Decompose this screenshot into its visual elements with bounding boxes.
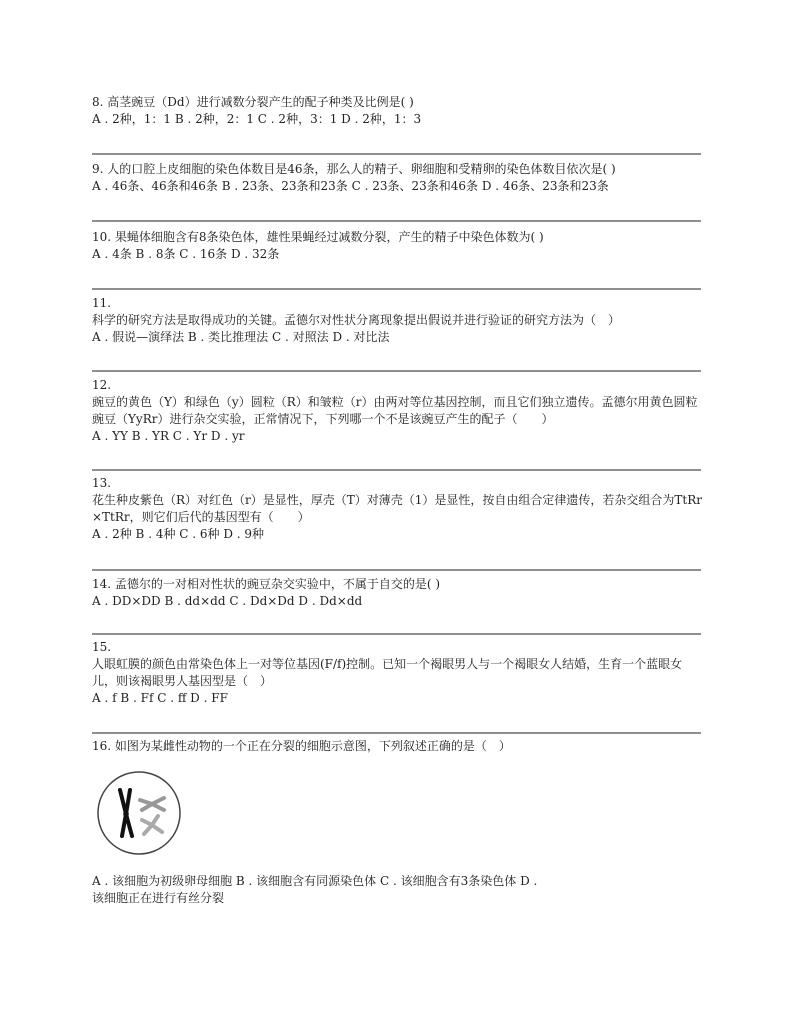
cell-division-diagram (96, 770, 182, 856)
divider (92, 220, 701, 222)
divider (92, 569, 701, 571)
question-13 (92, 475, 704, 543)
question-text: 16. 如图为某雌性动物的一个正在分裂的细胞示意图，下列叙述正确的是（ ） (92, 739, 511, 753)
question-options: A . 假说—演绎法 B . 类比推理法 C . 对照法 D . 对比法 (92, 330, 390, 344)
question-options: A . 该细胞为初级卵母细胞 B . 该细胞含有同源染色体 C . 该细胞含有3条染色体 D . 该细胞正在进行有丝分裂 (92, 874, 538, 905)
divider (92, 469, 701, 471)
question-text: 15. 人眼虹膜的颜色由常染色体上一对等位基因(F/f)控制。已知一个褐眼男人与一个褐眼女人结婚，生育一个蓝眼女儿，则该褐眼男人基因型是（ ） (92, 640, 683, 688)
question-text: 8. 高茎豌豆（Dd）进行减数分裂产生的配子种类及比例是( ) (92, 95, 414, 109)
question-9 (92, 161, 704, 195)
centromere (123, 811, 129, 817)
question-options: A . DD×DD B . dd×dd C . Dd×Dd D . Dd×dd (92, 594, 363, 608)
divider (92, 633, 701, 635)
question-options: A . 2种，1：1 B . 2种，2：1 C . 2种，3：1 D . 2种，1：3 (92, 112, 422, 126)
divider (92, 288, 701, 290)
question-8 (92, 94, 704, 128)
question-14 (92, 576, 704, 610)
question-text: 13. 花生种皮紫色（R）对红色（r）是显性，厚壳（T）对薄壳（1）是显性，按自由组合定律遗传，若杂交组合为TtRr×TtRr，则它们后代的基因型有（ ） (92, 476, 703, 524)
question-16 (92, 738, 704, 755)
question-options: A . 4条 B . 8条 C . 16条 D . 32条 (92, 247, 280, 261)
question-text: 14. 孟德尔的一对相对性状的豌豆杂交实验中，不属于自交的是( ) (92, 577, 441, 591)
question-text: 10. 果蝇体细胞含有8条染色体，雄性果蝇经过减数分裂，产生的精子中染色体数为( ) (92, 230, 544, 244)
chromosome-light-lower (142, 816, 162, 834)
divider (92, 153, 701, 155)
question-options: A . f B . Ff C . ff D . FF (92, 691, 228, 705)
question-text: 12. 豌豆的黄色（Y）和绿色（y）圆粒（R）和皱粒（r）由两对等位基因控制，而且它们独立遗传。孟德尔用黄色圆粒豌豆（YyRr）进行杂交实验，正常情况下，下列哪一个不是该豌豆产生的配子（ ） (92, 378, 698, 426)
chromosome-light-upper (140, 798, 164, 810)
question-10 (92, 229, 704, 263)
question-15 (92, 639, 704, 707)
question-options: A . 2种 B . 4种 C . 6种 D . 9种 (92, 527, 265, 541)
question-options: A . 46条、46条和46条 B . 23条、23条和23条 C . 23条、23条和46条 D . 46条、23条和23条 (92, 179, 609, 193)
question-text: 11. 科学的研究方法是取得成功的关键。孟德尔对性状分离现象提出假说并进行验证的研究方法为（ ） (92, 296, 621, 327)
divider (92, 370, 701, 372)
question-16-options (92, 873, 704, 907)
divider (92, 732, 701, 734)
question-12 (92, 377, 704, 445)
question-options: A . YY B . YR C . Yr D . yr (92, 429, 245, 443)
cell-membrane (98, 772, 180, 854)
question-text: 9. 人的口腔上皮细胞的染色体数目是46条，那么人的精子、卵细胞和受精卵的染色体数目依次是( ) (92, 162, 616, 176)
question-11 (92, 295, 704, 346)
